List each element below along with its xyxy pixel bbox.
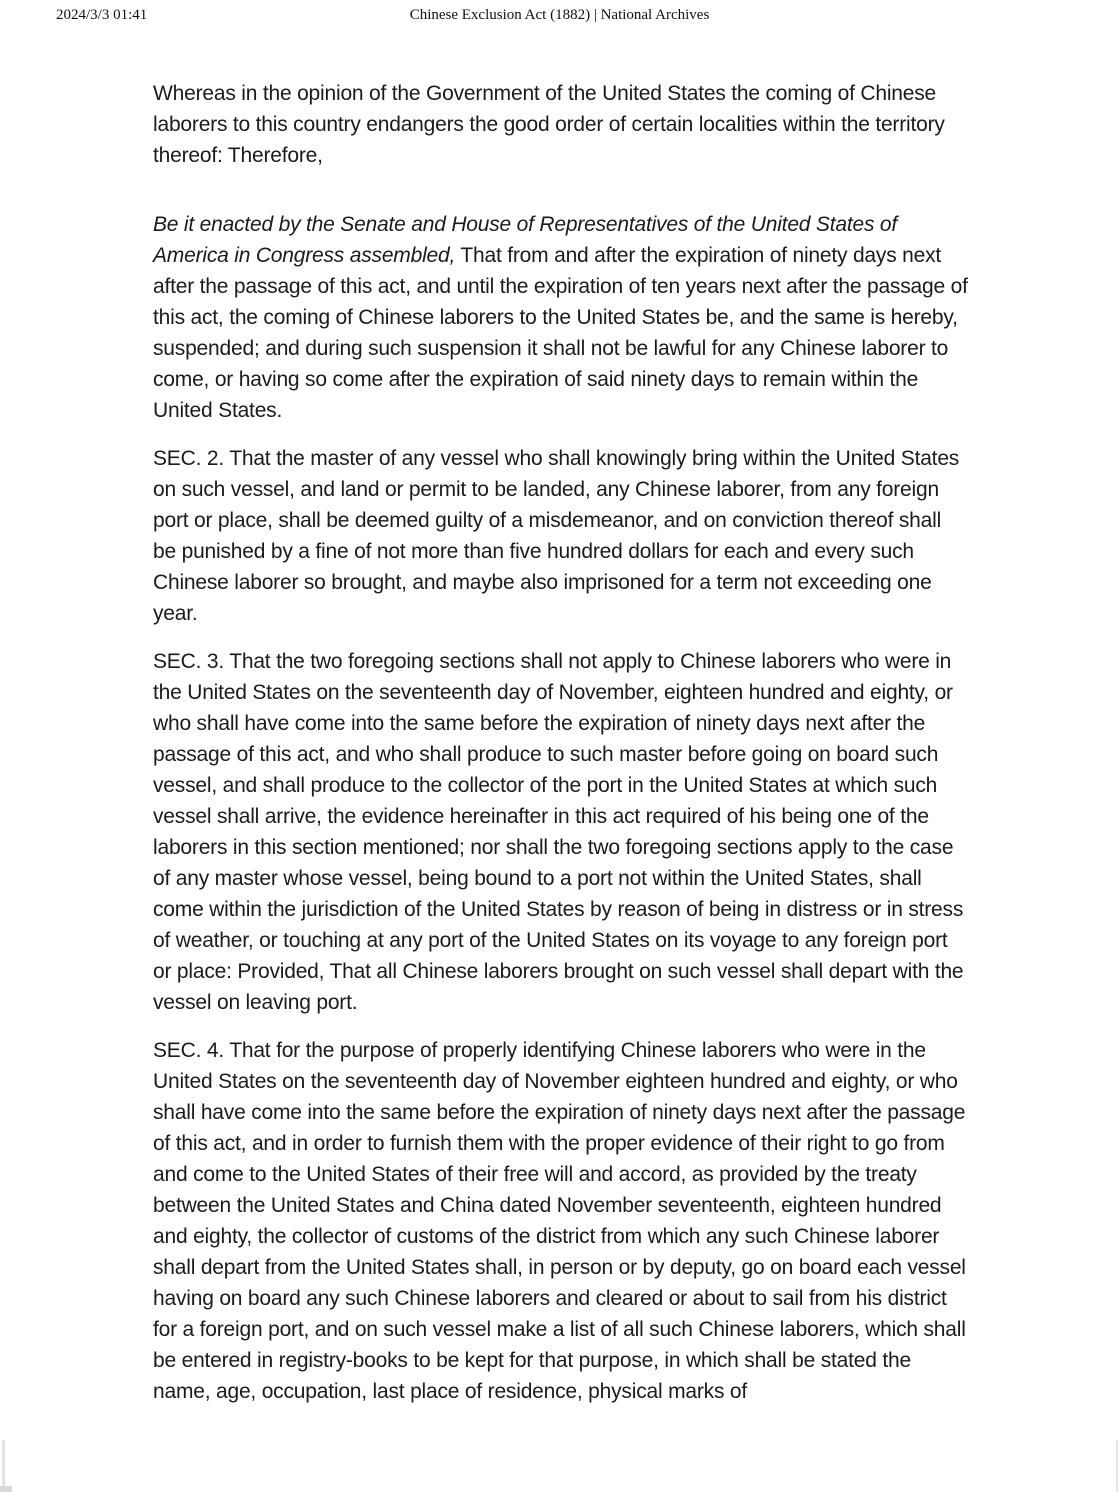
page-edge-right <box>1116 1440 1118 1492</box>
page-edge-bottom-left <box>0 1486 12 1492</box>
print-header <box>0 6 1119 30</box>
page-title: Chinese Exclusion Act (1882) | National Archives <box>409 7 710 23</box>
paragraph-whereas: Whereas in the opinion of the Government of the United States the coming of Chinese laborers to this country endangers the good order of certain localities within the territory thereof: Therefore, <box>153 82 945 167</box>
enacting-clause-italic: Be it enacted by the Senate and House of Representatives of the United States of America in Congress assembled, <box>153 213 897 267</box>
paragraph-sec-4: SEC. 4. That for the purpose of properly identifying Chinese laborers who were in the United States on the seventeenth day of November eighteen hundred and eighty, or who shall have come into the same before the expiration of ninety days next after the passage of this act, and in order to furnish them with the proper evidence of their right to go from and come to the United States of their free will and accord, as provided by the treaty between the United States and China dated November seventeenth, eighteen hundred and eighty, the collector of customs of the district from which any such Chinese laborer shall depart from the United States shall, in person or by deputy, go on board each vessel having on board any such Chinese laborers and cleared or about to sail from his district for a foreign port, and on such vessel make a list of all such Chinese laborers, which shall be entered in registry-books to be kept for that purpose, in which shall be stated the name, age, occupation, last place of residence, physical marks of <box>153 1039 966 1403</box>
document-body <box>153 78 969 1424</box>
print-timestamp: 2024/3/3 01:41 <box>56 7 148 23</box>
enacting-clause-text: That from and after the expiration of ninety days next after the passage of this act, and until the expiration of ten years next after the passage of this act, the coming of Chinese laborers to the United States be, and the same is hereby, suspended; and during such suspension it shall not be lawful for any Chinese laborer to come, or having so come after the expiration of said ninety days to remain within the United States. <box>153 244 968 422</box>
paragraph-enacting-clause <box>153 209 969 426</box>
page-edge-left <box>2 1440 5 1492</box>
paragraph-sec-3: SEC. 3. That the two foregoing sections shall not apply to Chinese laborers who were in the United States on the seventeenth day of November, eighteen hundred and eighty, or who shall have come into the same before the expiration of ninety days next after the passage of this act, and who shall produce to such master before going on board such vessel, and shall produce to the collector of the port in the United States at which such vessel shall arrive, the evidence hereinafter in this act required of his being one of the laborers in this section mentioned; nor shall the two foregoing sections apply to the case of any master whose vessel, being bound to a port not within the United States, shall come within the jurisdiction of the United States by reason of being in distress or in stress of weather, or touching at any port of the United States on its voyage to any foreign port or place: Provided, That all Chinese laborers brought on such vessel shall depart with the vessel on leaving port. <box>153 650 964 1014</box>
paragraph-sec-2: SEC. 2. That the master of any vessel who shall knowingly bring within the United States on such vessel, and land or permit to be landed, any Chinese laborer, from any foreign port or place, shall be deemed guilty of a misdemeanor, and on conviction thereof shall be punished by a fine of not more than five hundred dollars for each and every such Chinese laborer so brought, and maybe also imprisoned for a term not exceeding one year. <box>153 447 960 625</box>
